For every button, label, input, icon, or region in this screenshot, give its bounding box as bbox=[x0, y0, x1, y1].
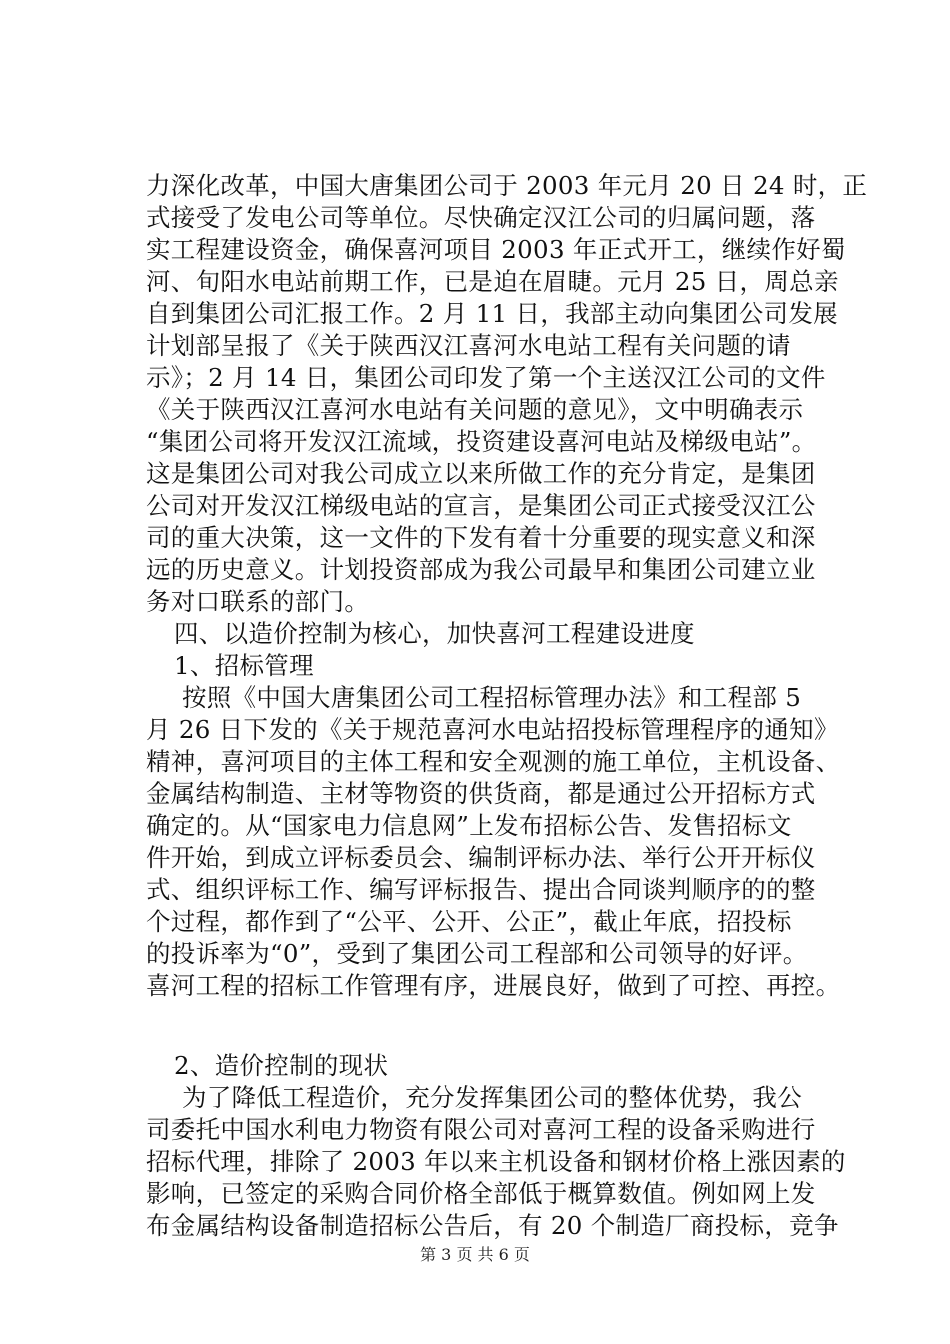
text-line: 招标代理，排除了 2003 年以来主机设备和钢材价格上涨因素的 bbox=[146, 1147, 846, 1176]
text-line: 自到集团公司汇报工作。2 月 11 日，我部主动向集团公司发展 bbox=[146, 299, 838, 328]
text-line: 月 26 日下发的《关于规范喜河水电站招投标管理程序的通知》 bbox=[146, 715, 839, 744]
text-line: 远的历史意义。计划投资部成为我公司最早和集团公司建立业 bbox=[146, 555, 816, 584]
text-line: 为了降低工程造价，充分发挥集团公司的整体优势，我公 bbox=[182, 1083, 802, 1112]
text-line: 公司对开发汉江梯级电站的宣言，是集团公司正式接受汉江公 bbox=[146, 491, 816, 520]
section-heading: 四、以造价控制为核心，加快喜河工程建设进度 bbox=[174, 619, 695, 648]
text-line: 司委托中国水利电力物资有限公司对喜河工程的设备采购进行 bbox=[146, 1115, 816, 1144]
text-line: 力深化改革，中国大唐集团公司于 2003 年元月 20 日 24 时，正 bbox=[146, 171, 868, 200]
page-number-footer: 第 3 页 共 6 页 bbox=[420, 1245, 530, 1264]
text-line: 个过程，都作到了“公平、公开、公正”，截止年底，招投标 bbox=[146, 907, 792, 936]
text-line: 式、组织评标工作、编写评标报告、提出合同谈判顺序的的整 bbox=[146, 875, 816, 904]
text-line: 按照《中国大唐集团公司工程招标管理办法》和工程部 5 bbox=[182, 683, 802, 712]
text-line: 精神，喜河项目的主体工程和安全观测的施工单位，主机设备、 bbox=[146, 747, 841, 776]
paragraph-gap bbox=[146, 1002, 846, 1050]
document-body bbox=[146, 170, 868, 1242]
text-line: 式接受了发电公司等单位。尽快确定汉江公司的归属问题，落 bbox=[146, 203, 816, 232]
text-line: 确定的。从“国家电力信息网”上发布招标公告、发售招标文 bbox=[146, 811, 792, 840]
text-line: 《关于陕西汉江喜河水电站有关问题的意见》，文中明确表示 bbox=[146, 395, 804, 424]
subsection-heading: 1、招标管理 bbox=[174, 651, 314, 680]
text-line: 件开始，到成立评标委员会、编制评标办法、举行公开开标仪 bbox=[146, 843, 816, 872]
text-line: 这是集团公司对我公司成立以来所做工作的充分肯定，是集团 bbox=[146, 459, 816, 488]
subsection-heading: 2、造价控制的现状 bbox=[174, 1051, 389, 1080]
text-line: 布金属结构设备制造招标公告后，有 20 个制造厂商投标，竞争 bbox=[146, 1211, 839, 1240]
text-line: 金属结构制造、主材等物资的供货商，都是通过公开招标方式 bbox=[146, 779, 816, 808]
text-line: 务对口联系的部门。 bbox=[146, 587, 370, 616]
text-line: “集团公司将开发汉江流域，投资建设喜河电站及梯级电站”。 bbox=[146, 427, 817, 456]
text-line: 影响，已签定的采购合同价格全部低于概算数值。例如网上发 bbox=[146, 1179, 816, 1208]
text-line: 实工程建设资金，确保喜河项目 2003 年正式开工，继续作好蜀 bbox=[146, 235, 846, 264]
text-line: 示》；2 月 14 日，集团公司印发了第一个主送汉江公司的文件 bbox=[146, 363, 826, 392]
text-line: 计划部呈报了《关于陕西汉江喜河水电站工程有关问题的请 bbox=[146, 331, 791, 360]
text-line: 的投诉率为“0”，受到了集团公司工程部和公司领导的好评。 bbox=[146, 939, 808, 968]
text-line: 司的重大决策，这一文件的下发有着十分重要的现实意义和深 bbox=[146, 523, 816, 552]
text-line: 喜河工程的招标工作管理有序，进展良好，做到了可控、再控。 bbox=[146, 971, 841, 1000]
text-line: 河、旬阳水电站前期工作，已是迫在眉睫。元月 25 日，周总亲 bbox=[146, 267, 839, 296]
